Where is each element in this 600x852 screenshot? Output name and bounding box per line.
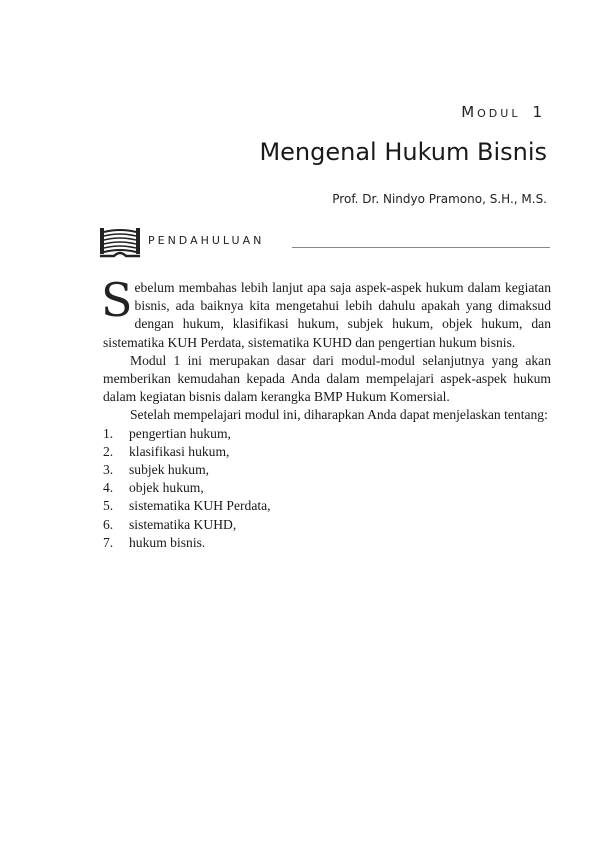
- list-item-text: hukum bisnis.: [129, 534, 206, 550]
- list-item-text: klasifikasi hukum,: [129, 443, 230, 459]
- objectives-list: [103, 425, 551, 552]
- drop-cap: S: [101, 273, 133, 327]
- list-item: [103, 516, 551, 534]
- list-item: [103, 479, 551, 497]
- list-item: [103, 443, 551, 461]
- intro-paragraph-text: ebelum membahas lebih lanjut apa saja aspek-aspek hukum dalam kegiatan bisnis, ada baiknya kita mengetahui lebih dahulu apakah yang dimaksud dengan hukum, klasifikasi hukum, subjek hukum, objek hukum, dan sistematika KUH Perdata, sistematika KUHD dan pengertian hukum bisnis.: [103, 280, 551, 350]
- list-item-number: 1.: [103, 425, 114, 441]
- list-item: [103, 497, 551, 515]
- list-item-text: subjek hukum,: [129, 462, 210, 478]
- list-item-number: 6.: [103, 516, 114, 532]
- list-item-number: 2.: [103, 443, 114, 459]
- intro-paragraph: [101, 273, 551, 352]
- book-pages-icon: [100, 226, 140, 258]
- section-header: [100, 224, 550, 260]
- list-item: [103, 425, 551, 443]
- module-number: 1: [532, 103, 545, 121]
- list-item: [103, 461, 551, 479]
- list-item: [103, 534, 551, 552]
- list-item-number: 3.: [103, 462, 114, 478]
- body-text: [101, 273, 551, 552]
- list-item-text: objek hukum,: [129, 480, 204, 496]
- list-item-number: 4.: [103, 480, 114, 496]
- list-item-text: sistematika KUH Perdata,: [129, 498, 271, 514]
- list-item-text: pengertian hukum,: [129, 425, 231, 441]
- author-name: Prof. Dr. Nindyo Pramono, S.H., M.S.: [332, 192, 547, 206]
- paragraph-2: Modul 1 ini merupakan dasar dari modul-modul selanjutnya yang akan memberikan kemudahan kepada Anda dalam mempelajari aspek-aspek hukum dalam kegiatan bisnis dalam kerangka BMP Hukum Komersial.: [103, 352, 551, 405]
- module-word-initial: M: [461, 103, 478, 121]
- paragraph-3: Setelah mempelajari modul ini, diharapkan Anda dapat menjelaskan tentang:: [130, 407, 548, 423]
- section-rule: [292, 247, 550, 248]
- page-title: Mengenal Hukum Bisnis: [259, 138, 547, 166]
- module-word-rest: ODUL: [477, 107, 521, 120]
- list-item-number: 7.: [103, 534, 114, 550]
- list-item-number: 5.: [103, 498, 114, 514]
- module-label: [461, 103, 545, 121]
- section-title: PENDAHULUAN: [148, 234, 265, 247]
- list-item-text: sistematika KUHD,: [129, 516, 237, 532]
